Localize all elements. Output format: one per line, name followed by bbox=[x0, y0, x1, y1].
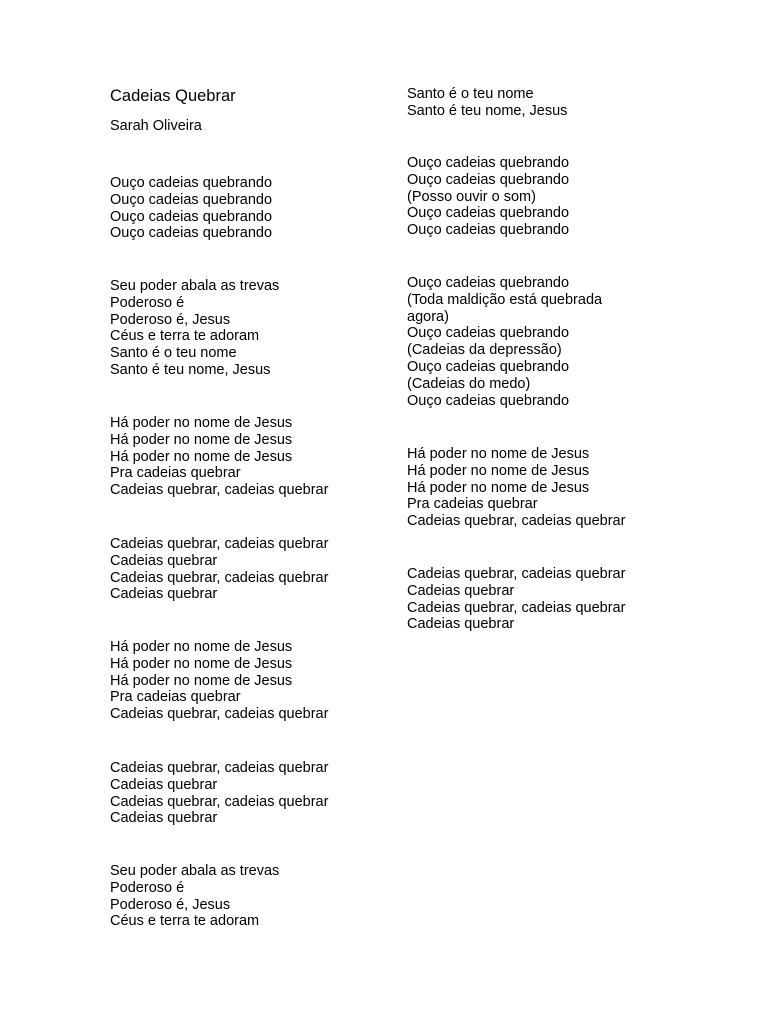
lyric-line: Cadeias quebrar, cadeias quebrar bbox=[110, 793, 329, 810]
lyric-line: Ouço cadeias quebrando bbox=[110, 191, 273, 208]
lyric-line: (Cadeias da depressão) bbox=[407, 342, 562, 359]
stanza-left-6 bbox=[110, 760, 328, 827]
lyric-line: Santo é teu nome, Jesus bbox=[407, 102, 568, 119]
song-title: Cadeias Quebrar bbox=[110, 87, 236, 105]
stanza-left-1 bbox=[110, 175, 272, 242]
lyric-line: Seu poder abala as trevas bbox=[110, 863, 280, 879]
lyric-line: Cadeias quebrar, cadeias quebrar bbox=[110, 706, 329, 723]
lyric-line: Poderoso é bbox=[110, 294, 185, 311]
stanza-right-3 bbox=[407, 275, 602, 409]
stanza-left-7 bbox=[110, 863, 279, 930]
lyric-line: Ouço cadeias quebrando bbox=[407, 392, 570, 409]
stanza-right-1 bbox=[407, 86, 567, 120]
lyric-line: Ouço cadeias quebrando bbox=[407, 171, 570, 188]
song-artist: Sarah Oliveira bbox=[110, 118, 202, 134]
lyric-line: Céus e terra te adoram bbox=[110, 913, 260, 930]
lyric-line: Ouço cadeias quebrando bbox=[407, 155, 570, 171]
lyric-line: Há poder no nome de Jesus bbox=[110, 672, 293, 689]
lyric-line: Santo é teu nome, Jesus bbox=[110, 361, 271, 378]
lyric-line: Cadeias quebrar, cadeias quebrar bbox=[110, 569, 329, 586]
lyric-line: Cadeias quebrar bbox=[407, 616, 515, 633]
lyric-line: Ouço cadeias quebrando bbox=[110, 208, 273, 225]
lyric-line: Cadeias quebrar, cadeias quebrar bbox=[407, 566, 626, 582]
lyric-line: Há poder no nome de Jesus bbox=[407, 446, 590, 462]
lyric-line: Santo é o teu nome bbox=[407, 86, 534, 102]
lyric-line: Ouço cadeias quebrando bbox=[110, 225, 273, 242]
lyric-line: Cadeias quebrar, cadeias quebrar bbox=[407, 599, 626, 616]
lyric-line: Cadeias quebrar, cadeias quebrar bbox=[110, 482, 329, 499]
lyric-line: Cadeias quebrar bbox=[110, 776, 218, 793]
lyric-line: Há poder no nome de Jesus bbox=[110, 431, 293, 448]
lyric-line: Cadeias quebrar, cadeias quebrar bbox=[407, 513, 626, 530]
lyric-line: (Posso ouvir o som) bbox=[407, 188, 536, 205]
lyric-line: Santo é o teu nome bbox=[110, 345, 237, 362]
stanza-left-2 bbox=[110, 278, 279, 379]
lyric-line: Há poder no nome de Jesus bbox=[407, 462, 590, 479]
lyric-line: Pra cadeias quebrar bbox=[407, 496, 538, 513]
lyric-line: Céus e terra te adoram bbox=[110, 328, 260, 345]
lyric-line: Poderoso é bbox=[110, 879, 185, 896]
lyric-line: (Toda maldição está quebrada bbox=[407, 291, 603, 308]
lyric-line: Ouço cadeias quebrando bbox=[407, 358, 570, 375]
lyric-line: Ouço cadeias quebrando bbox=[407, 222, 570, 239]
stanza-right-4 bbox=[407, 446, 625, 530]
lyric-line: Seu poder abala as trevas bbox=[110, 278, 280, 294]
stanza-left-3 bbox=[110, 415, 328, 499]
lyric-line: Há poder no nome de Jesus bbox=[110, 415, 293, 431]
lyric-line: Ouço cadeias quebrando bbox=[110, 175, 273, 191]
lyric-line: Há poder no nome de Jesus bbox=[110, 655, 293, 672]
lyric-line: Cadeias quebrar, cadeias quebrar bbox=[110, 760, 329, 776]
lyric-line: Pra cadeias quebrar bbox=[110, 465, 241, 482]
stanza-right-5 bbox=[407, 566, 625, 633]
lyric-line: (Cadeias do medo) bbox=[407, 375, 531, 392]
stanza-right-2 bbox=[407, 155, 569, 239]
lyric-line: Cadeias quebrar bbox=[407, 582, 515, 599]
lyric-line: Cadeias quebrar bbox=[110, 586, 218, 603]
lyric-line: Ouço cadeias quebrando bbox=[407, 205, 570, 222]
lyric-line: Ouço cadeias quebrando bbox=[407, 325, 570, 342]
lyric-line: Há poder no nome de Jesus bbox=[407, 479, 590, 496]
stanza-left-5 bbox=[110, 639, 328, 723]
lyric-line: Pra cadeias quebrar bbox=[110, 689, 241, 706]
lyric-line: agora) bbox=[407, 308, 449, 325]
lyric-line: Cadeias quebrar bbox=[110, 552, 218, 569]
lyric-line: Poderoso é, Jesus bbox=[110, 311, 231, 328]
lyric-line: Cadeias quebrar bbox=[110, 810, 218, 827]
lyric-line: Há poder no nome de Jesus bbox=[110, 639, 293, 655]
lyric-line: Poderoso é, Jesus bbox=[110, 896, 231, 913]
lyric-line: Há poder no nome de Jesus bbox=[110, 448, 293, 465]
lyric-line: Ouço cadeias quebrando bbox=[407, 275, 570, 291]
lyric-line: Cadeias quebrar, cadeias quebrar bbox=[110, 536, 329, 552]
stanza-left-4 bbox=[110, 536, 328, 603]
